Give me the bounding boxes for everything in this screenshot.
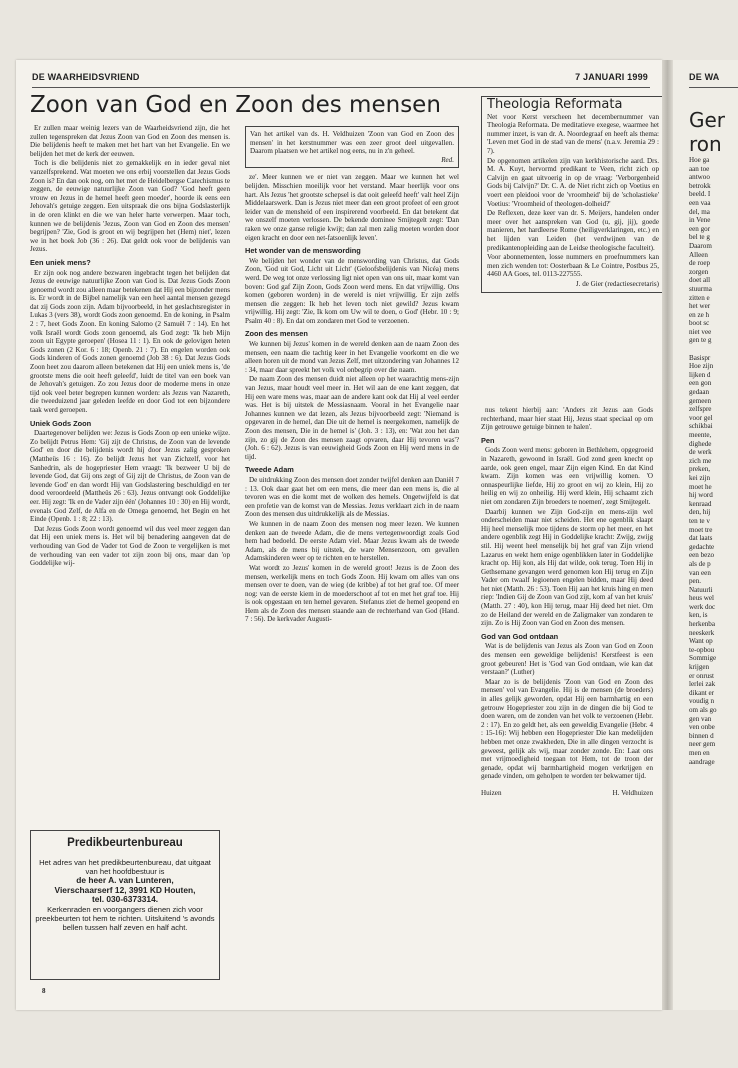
right-text-line: aan toe — [689, 164, 710, 173]
right-page — [673, 60, 738, 1010]
right-text-line: lerlei zak — [689, 680, 716, 689]
subhead-uniek-gods-zoon: Uniek Gods Zoon — [30, 418, 92, 428]
right-text-line: Daarom — [689, 241, 712, 250]
right-header-publication: DE WA — [689, 72, 720, 82]
editorial-note-text: Van het artikel van ds. H. Veldhuizen 'Zoon van God en Zoon des mensen' in het kerstnummer was een zeer groot deel uitgevallen. Daarom plaatsen we het artikel nog eens, nu in z'n geheel. — [250, 130, 454, 156]
right-text-line: de roep — [689, 259, 711, 268]
right-text-line: Basispr — [689, 353, 711, 362]
paragraph: De opgenomen artikelen zijn van kerkhistorische aard. Drs. M. A. Kuyt, hervormd predikant te Veen, richt zich op Calvijn en gaat uitvoerig in op de vraag: 'Verborgenheid Gods bij Calvijn?' Dr. C. A. de Niet richt zich op Voetius en voert een pleidooi voor de 'vroomheid' bij de 'scholastieke' Voetius: 'Vroomheid of theologen-dolheid?' — [487, 156, 659, 208]
paragraph: Voor abonnementen, losse nummers en proefnummers kan men zich wenden tot: Oosterbaan & Le Cointre, Postbus 25, 4460 AA Goes, tel. 0113-227555. — [487, 253, 659, 279]
right-title-line: Ger — [689, 108, 726, 132]
right-text-line: moet tre — [689, 525, 713, 534]
right-text-line: Want op — [689, 637, 713, 646]
paragraph: Daartegenover belijden we: Jezus is Gods Zoon op een unieke wijze. Zo belijdt Petrus Hem: 'Gij zijt de Christus, de Zoon van de levende God' en door die belijdenis wordt hij door Jezus zalig gesproken (Mattheüs 16 : 16). Zo belijdt Jezus het van Zichzelf, voor het Sanhedrin, als de hogepriester Hem vraagt: 'Ik bezweer U bij de levende God, dat Gij ons zegt of Gij zijt de Christus, de Zoon van de levende God' en dan wordt Hij van Godslastering beschuldigd en ter dood veroordeeld (Mattheüs 26 : 63). Jezus ontvangt ook Goddelijke eer. Hij zegt: 'Ik en de Vader zijn één' (Johannes 10 : 30) en Hij wordt, evenals God Zelf, de Alfa en de Omega genoemd, het Begin en het Einde (Openb. 1 : 8; 22 : 13). — [30, 429, 230, 524]
right-text-line: en ze h — [689, 310, 710, 319]
right-text-line: doet all — [689, 276, 711, 285]
section-augustinus — [481, 406, 653, 432]
box-paragraphs — [487, 113, 659, 279]
right-text-line: Hoe zijn — [689, 362, 714, 371]
right-text-line: van een — [689, 568, 711, 577]
page-gutter — [662, 60, 673, 1010]
right-text-line: lijken d — [689, 370, 711, 379]
predikbeurtenbureau-box — [30, 830, 220, 980]
right-text-line: een vaa — [689, 198, 711, 207]
right-text-line: beeld. I — [689, 190, 711, 199]
subhead-tweede-adam: Tweede Adam — [245, 465, 294, 475]
paragraph: Maar zo is de belijdenis 'Zoon van God en Zoon des mensen' vol van Evangelie. Hij is de mensen (de broeders) in alles gelijk geworden, opdat Hij een barmhartig en een getrouw Hogepriester zou zijn in de dingen die bij God te doen waren, om de zonden van het volk te verzoenen (Hebr. 2 : 17). En zo geldt het, als een geweldig Evangelie (Hebr. 4 : 15-16): Wij hebben een Hogepriester Die kan medelijden hebben met onze zwakheden, Die in alle dingen verzocht is geweest, gelijk als wij, maar zonder zonde. En: Laat ons met vrijmoedigheid toegaan tot Hem, tot de troon der genade, opdat wij barmhartigheid mogen verkrijgen en genade vinden, om geholpen te worden ter bekwamer tijd. — [481, 677, 653, 781]
right-title-line: ron — [689, 132, 722, 156]
paragraph: We kunnen bij Jezus' komen in de wereld denken aan de naam Zoon des mensen, een naam die tachtig keer in het Evangelie voorkomt en die we alleen horen uit de mond van Jezus Zelf, met uitzondering van Johannes 12 : 34, maar daar spreekt het volk vol onbegrip over die naam. — [245, 340, 459, 374]
right-text-line: aandrage — [689, 757, 715, 766]
right-text-line: schikbai — [689, 422, 713, 431]
pbox-address: Vierschaarserf 12, 3991 KD Houten, — [54, 884, 196, 895]
right-text-line: in Vene — [689, 216, 711, 225]
right-text-line: een bezo — [689, 551, 715, 560]
right-text-line: den, hij — [689, 508, 711, 517]
right-text-line: Hoe ga — [689, 156, 710, 164]
page-number: 8 — [42, 987, 46, 995]
right-text-line: preken, — [689, 465, 711, 474]
right-text-line: moet he — [689, 482, 712, 491]
subhead-god-van-god-ontdaan: God van God ontdaan — [481, 631, 559, 641]
section-tweede-adam — [245, 476, 459, 624]
right-text-line: een gon — [689, 379, 712, 388]
right-text-line: stuurma — [689, 284, 712, 293]
paragraph: De Reflexen, deze keer van dr. S. Meijers, handelen onder meer over het aanspreken van God (u, gij, jij), goede manieren, het hardleerse Rome (heiligverklaringen, etc.) en het lijden van Leiden (het verdwijnen van de predikantenopleiding aan de Leidse theologische faculteit). — [487, 209, 659, 252]
paragraph: Wat is de belijdenis van Jezus als Zoon van God en Zoon des mensen een geweldige belijdenis! Kerstfeest is een groot gebeuren! Het is 'God van God ontdaan, wie kan dat verstaan?' (Luther) — [481, 642, 653, 677]
right-text-line: krijgen — [689, 663, 710, 672]
right-text-line: kenraad — [689, 499, 712, 508]
paragraph: Dat Jezus Gods Zoon wordt genoemd wil dus veel meer zeggen dan dat Hij een uniek mens is. Het wil bij benadering aangeven dat de verhouding van God de Vader tot God de Zoon te vergelijken is met de verhouding van een vader tot zijn zoon bij ons, maar dan 'op Goddelijke wij- — [30, 524, 230, 568]
right-text-line: del, ma — [689, 207, 710, 216]
right-text-line: Sommige — [689, 654, 717, 663]
right-text-line: ten te v — [689, 516, 710, 525]
right-header-rule — [689, 87, 738, 88]
right-text-line: zelfspre — [689, 405, 712, 414]
header-rule — [32, 87, 650, 88]
paragraph: ze'. Meer kunnen we er niet van zeggen. Maar we kunnen het wel belijden. Misschien moeilijk voor het verstand. Maar heerlijk voor ons hart. Als Jezus 'het grootste schepsel is dat ooit geleefd heeft' valt heel Zijn Middelaarswerk. Dan is Jezus niet meer dan een groot profeet of een groot leider van de mensheid of een inspirerend voorbeeld. En dat betekent dat we onszelf moeten verlossen. De bekende dominee Smijtegelt zegt: 'Dan raken we onze ganse religie kwijt; dan zal men zalig moeten worden door eigen kracht en door een net-fatsoenlijk leven'. — [245, 173, 459, 242]
right-text-line — [689, 345, 738, 354]
right-text-line: een gor — [689, 224, 711, 233]
section-zoon-des-mensen — [245, 340, 459, 461]
right-text-line: herkenba — [689, 620, 715, 629]
pbox-intro: Het adres van het predikbeurtenbureau, dat uitgaat van het hoofdbestuur is — [39, 858, 211, 876]
subhead-een-uniek-mens: Een uniek mens? — [30, 257, 91, 267]
right-text-line: het wer — [689, 302, 711, 311]
column-3 — [481, 406, 653, 798]
right-text-line: boot sc — [689, 319, 710, 328]
header-date: 7 JANUARI 1999 — [575, 72, 648, 82]
right-text-line: om als go — [689, 706, 717, 714]
right-text-line: zorgen — [689, 267, 709, 276]
right-text-line: heus wel — [689, 594, 715, 603]
right-text-line: Natuurli — [689, 585, 713, 594]
right-text-line: bel te g — [689, 233, 710, 242]
right-text-line: voudig n — [689, 697, 715, 706]
section-menswording — [245, 257, 459, 326]
right-text-line: Alleen — [689, 250, 708, 259]
header-publication: DE WAARHEIDSVRIEND — [32, 72, 140, 82]
right-text-line: gedaan — [689, 388, 710, 397]
right-text-line: te-opbou — [689, 645, 715, 654]
column-1 — [30, 124, 230, 569]
right-text-line: gen van — [689, 714, 712, 723]
paragraph: Gods Zoon werd mens: geboren in Bethlehem, opgegroeid in Nazareth, gewoond in Israël. God zond geen knecht op aarde, ook geen engel, maar Zijn eigen Kind. En dat Kind kwam. Zijn komen was een vrijwillig komen. 'O onnaspeurlijke liefde, Hij zo groot en wij zo klein, Hij zo heilig en wij zo onheilig. Hij werd klein, Hij schaamt zich niet om zondaren Zijn broeders te noemen', zegt Smijtegelt. — [481, 446, 653, 506]
right-page-title — [689, 108, 725, 156]
intro-paragraphs — [30, 124, 230, 254]
right-text-line: voor gel — [689, 413, 713, 422]
theologia-reformata-box — [481, 96, 665, 293]
signature-place: Huizen — [481, 788, 502, 797]
paragraph: Er zijn ook nog andere bezwaren ingebracht tegen het belijden dat Jezus de eeuwige natuurlijke Zoon van God is. Dat Jezus Gods Zoon genoemd wordt zou alleen maar betekenen dat Hij een bijzonder mens is. Er wordt in de Bijbel namelijk van een heel aantal mensen gezegd dat zij Gods zoon zijn. Adam bijvoorbeeld, in het geslachtsregister in Lukas 3 (vers 38), wordt Gods zoon genoemd. En de koning, in Psalm 2 : 7, heet Gods Zoon. En koning Salomo (2 Samuël 7 : 14). En het volk Israël wordt Gods zoon genoemd, als God zegt: 'Ik heb Mijn zoon uit Egypte geroepen' (Hosea 11 : 1). En ook de gelovigen heten Gods zonen (2 Kor. 6 : 18; Openb. 21 : 7). En engelen worden ook Gods kinderen of Gods zonen genoemd (Job 38 : 6). Dat Jezus Gods Zoon heet zou daarom alleen betekenen dat Hij een uniek mens is, 'de grootste mens die ooit heeft geleefd', luidt de titel van een boek van de Jehovah's getuigen. Zo zou Jezus door de moderne mens in onze tijd ook veel beter begrepen kunnen worden: als Jezus van Nazareth, die tweeduizend jaar geleden leefde en door God tot een bijzondere taak werd geroepen. — [30, 268, 230, 414]
right-page-text — [689, 156, 738, 766]
right-text-line: gen te g — [689, 336, 712, 345]
right-text-line: dikant er — [689, 688, 715, 697]
pbox-instructions: Kerkenraden en voorgangers dienen zich voor preekbeurten tot hem te richten. Uitsluitend 's avonds bellen tussen half zeven en half acht. — [35, 904, 215, 932]
paragraph: Er zullen maar weinig lezers van de Waarheidsvriend zijn, die het zullen tegenspreken dat Jezus Zoon van God en Zoon des mensen is. Die belijdenis heeft te maken met het hart van het Evangelie. En we belijden het met de kerk der eeuwen. — [30, 124, 230, 158]
right-text-line: meente, — [689, 431, 712, 439]
right-text-line: antwoo — [689, 173, 710, 182]
paragraph: Daarbij kunnen we Zijn God-zijn en mens-zijn wel onderscheiden maar niet scheiden. Het ene ogenblik slaapt Hij heel menselijk moe tijdens de storm op het meer, en het andere ogenblik zegt Hij in Goddelijke kracht: Zwijg, zwijg stil. Hij weent heel menselijk bij het graf van Zijn vriend Lazarus en wekt hem enige ogenblikken later in Goddelijke kracht op. Hij kon, als Hij dat wilde, ook terug. Toen Hij in Gethsemane gevangen werd genomen kon Hij terug en Zijn Vader om twaalf legioenen engelen bidden, maar Hij deed het niet (Matth. 26 : 53). Toen Hij aan het kruis hing en men riep: 'Indien Gij de Zoon van God zijt, kom af van het kruis' (Matth. 27 : 40), kon Hij terug, maar Hij deed het niet. Om zo de Heiland der wereld en de Zaligmaker van zondaren te zijn. Zo is Hij Zoon van God en Zoon des mensen. — [481, 507, 653, 628]
right-text-line: betrokk — [689, 181, 711, 190]
paragraph: We kunnen in de naam Zoon des mensen nog meer lezen. We kunnen denken aan de tweede Adam, die de mens vertegenwoordigt zoals God hem had bedoeld. De eerste Adam viel. Maar Jezus kwam als de tweede Adam, als de mens bij uitstek, de ware Mensenzoon, om gevallen Adamskinderen weer op te richten en te herstellen. — [245, 519, 459, 563]
right-text-line: gedachte — [689, 542, 715, 551]
right-text-line: zich me — [689, 456, 712, 465]
right-text-line: ven onbe — [689, 723, 715, 732]
right-text-line: de werk — [689, 448, 712, 457]
right-text-line: dighede — [689, 439, 712, 448]
author-signature — [481, 789, 653, 798]
subhead-menswording: Het wonder van de menswording — [245, 246, 361, 256]
editorial-note — [245, 126, 459, 168]
right-text-line: kei zijn — [689, 473, 711, 482]
right-text-line: hij word — [689, 491, 713, 500]
section-god-van-god-ontdaan — [481, 642, 653, 781]
paragraph: nus tekent hierbij aan: 'Anders zit Jezus aan Gods rechterhand, maar hier staat Hij, Jezus staat speciaal op om Zijn getrouwe getuige binnen te halen'. — [481, 406, 653, 432]
editorial-note-signature: Red. — [441, 155, 454, 164]
paragraph: Wat wordt zo Jezus' komen in de wereld groot! Jezus is de Zoon des mensen, werkelijk mens en toch Gods Zoon. Hij kwam om alles van ons mensen over te doen, van de wieg (de kribbe) af tot het graf toe. Of meer nog: van de eerste kiem in de moederschoot af tot en met het graf toe. Hij is ook opgestaan en ten hemel gevaren. Stefanus ziet de hemel geopend en Hem als de Zoon des mensen staande aan de rechterhand van God (Hand. 7 : 56). De kerkvader Augusti- — [245, 563, 459, 624]
paragraph: De naam Zoon des mensen duidt niet alleen op het waarachtig mens-zijn van Jezus, maar houdt veel meer in. Het wil aan de ene kant zeggen, dat Hij een ware mens was, maar aan de andere kant ook dat Hij al veel eerder was. Het is bij uitstek de Messiasnaam. Vooral in het Evangelie naar Johannes kunnen we dat lezen, als Jezus bijvoorbeeld zegt: 'Niemand is opgevaren in de hemel, dan Die uit de hemel is neergekomen, namelijk de Zoon des mensen, Die in de hemel is' (Joh. 3 : 13), en: 'Wat zou het dan zijn, zo gij de Zoon des mensen zaagt opvaren, daar Hij tevoren was'? (Joh. 6 : 62). Jezus is van eeuwigheid Gods Zoon en Hij werd mens in de tijd. — [245, 375, 459, 461]
subhead-gods-zoon: Pen — [481, 435, 495, 445]
right-text-line: werk doc — [689, 602, 716, 611]
right-text-line: binnen d — [689, 731, 714, 740]
paragraph: De uitdrukking Zoon des mensen doet zonder twijfel denken aan Daniël 7 : 13. Ook daar gaat het om een mens, die meer dan een mens is, die al tevoren was en die komt met de wolken des hemels. Ongetwijfeld is dat een profetie van de komst van de Messias. Jezus verklaart zich in de naam Zoon des mensen dus uitdrukkelijk als de Messias. — [245, 475, 459, 519]
paragraph: Net voor Kerst verscheen het decembernummer van Theologia Reformata. De meditatieve exegese, waarmee het nummer inzet, is van dr. A. Noordegraaf en heeft als thema: 'Leven met God in de stad van de mens' (n.a.v. Jeremia 29 : 7). — [487, 112, 659, 155]
right-text-line: dat laats — [689, 534, 713, 543]
section-een-uniek-mens — [30, 269, 230, 415]
right-text-line: ken, is — [689, 611, 708, 620]
right-text-line: gemeen — [689, 396, 712, 405]
subhead-zoon-des-mensen: Zoon des mensen — [245, 329, 308, 339]
pbox-phone: tel. 030-6373314. — [91, 894, 159, 905]
pbox-name: de heer A. van Lunteren, — [76, 875, 174, 885]
right-text-line: zitten e — [689, 293, 710, 302]
article-title: Zoon van God en Zoon des mensen — [30, 92, 441, 118]
right-text-line: neeskerk — [689, 628, 715, 637]
signature-author: H. Veldhuizen — [612, 788, 653, 797]
paragraph: We belijden het wonder van de menswording van Christus, dat Gods Zoon, 'God uit God, Licht uit Licht' (Geloofsbelijdenis van Nicéa) mens werd. De weg tot onze verlossing ligt niet open van ons uit, maar komt van boven: God gaf Zijn Zoon, Gods Zoon werd mens. En dat vrijwillig. Ons komen (geboren worden) in de wereld is niet vrijwillig. Er zijn zelfs mensen die zeggen: Ik heb het leven toch niet gewild? Jezus kwam vrijwillig. Hij zegt: 'Zie, Ik kom om Uw wil te doen, o God' (Hebr. 10 : 9; Psalm 40 : 8). En dat om zondaren met God te verzoenen. — [245, 256, 459, 325]
section-continuation — [245, 173, 459, 242]
column-2 — [245, 126, 459, 625]
right-text-line: men en — [689, 748, 710, 757]
right-text-line: als de p — [689, 559, 711, 568]
right-text-line: neer gem — [689, 740, 716, 749]
right-text-line: er onrust — [689, 671, 715, 680]
left-page — [16, 60, 662, 1010]
right-text-line: pen. — [689, 577, 702, 586]
section-uniek-gods-zoon — [30, 429, 230, 568]
pbox-title: Predikbeurtenbureau — [67, 837, 183, 849]
right-text-line: niet vee — [689, 327, 712, 336]
box-title: Theologia Reformata — [487, 97, 623, 112]
box-signature: J. de Gier (redactiesecretaris) — [575, 279, 659, 288]
paragraph: Toch is die belijdenis niet zo gemakkelijk en in ieder geval niet vanzelfsprekend. Wat moeten we ons erbij voorstellen dat Jezus Gods Zoon is? En dan ook nog, om het met de Heidelbergse Catechismus te zeggen, de eeuwige natuurlijke Zoon van God? 'God heeft geen vrouw en Jezus in de hemel heeft geen moeder', hoorde ik eens een Jehovah's getuige zeggen. Een uitspraak die ons bijna Godslasterlijk in de oren klinkt en die we van heler harte verwerpen. Maar toch, kunnen we de belijdenis 'Jezus, Zoon van God en Zoon des mensen' begrijpen? 'Zie, God is groot en wij begrijpen het (Hem) niet', lezen we in het boek Job (36 : 26). Dat geldt ook voor de belijdenis van Jezus. — [30, 159, 230, 254]
section-gods-zoon — [481, 446, 653, 627]
